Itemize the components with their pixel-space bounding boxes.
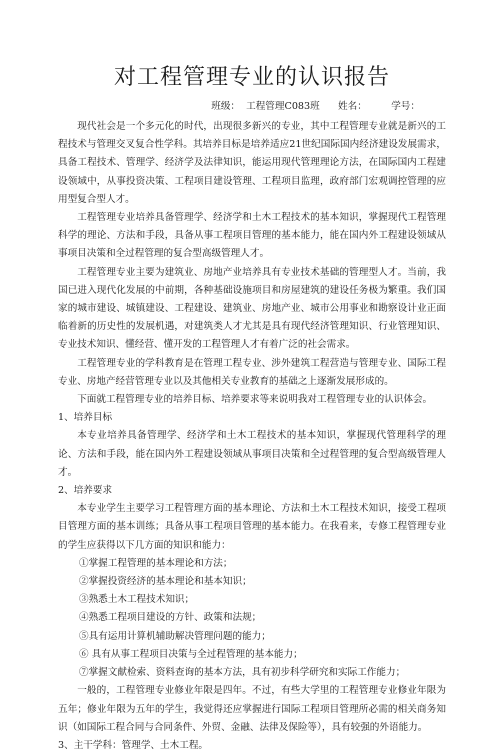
paragraph: 一般的，工程管理专业修业年限是四年。不过，有些大学里的工程管理专业修业年限为五年；修业年限为五年的学生，我觉得还应掌握进行国际工程项目管理所必需的相关商务知识（如国际工程合同与合同条件、外贸、金融、法律及保险等），具有较强的外语能力。 (58, 685, 446, 733)
list-item: ⑦掌握文献检索、资料查询的基本方法，具有初步科学研究和实际工作能力； (79, 667, 406, 679)
paragraph: 工程管理专业主要为建筑业、房地产业培养具有专业技术基础的管理型人才。当前，我国已进入现代化发展的中前期，各种基础设施项目和房屋建筑的建设任务极为繁重。我们国家的城市建设、城镇建设、工程建设、建筑业、房地产业、城市公用事业和勘察设计业正面临着新的历史性的发展机遇，对建筑类人才尤其是具有现代经济管理知识、行业管理知识、专业技术知识、懂经营、懂开发的工程管理人才有着广泛的社会需求。 (58, 266, 446, 351)
paragraph: 下面就工程管理专业的培养目标、培养要求等来说明我对工程管理专业的认识体会。 (77, 394, 433, 406)
list-item: ⑤具有运用计算机辅助解决管理问题的能力； (79, 630, 271, 642)
paragraph: 本专业学生主要学习工程管理方面的基本理论、方法和土木工程技术知识，接受工程项目管理方面的基本训练；具备从事工程项目管理的基本能力。在我看来，专修工程管理专业的学生应获得以下几方面的知识和能力： (58, 503, 446, 551)
section-heading: 3、主干学科：管理学、土木工程。 (58, 739, 209, 751)
list-item: ③熟悉土木工程技术知识； (79, 594, 195, 606)
paragraph: 工程管理专业的学科教育是在管理工程专业、涉外建筑工程营造与管理专业、国际工程专业、房地产经营管理专业以及其他相关专业教育的基础之上逐渐发展形成的。 (58, 357, 446, 387)
document-title: 对工程管理专业的认识报告 (113, 65, 390, 90)
paragraph: 本专业培养具备管理学、经济学和土木工程技术的基本知识，掌握现代管理科学的理论、方法和手段，能在国内外工程建设领域从事项目决策和全过程管理的复合型高级管理人才。 (58, 430, 446, 478)
document-body (58, 118, 446, 755)
section-heading: 1、培养目标 (58, 412, 113, 424)
paragraph: 工程管理专业培养具备管理学、经济学和土木工程技术的基本知识，掌握现代工程管理科学的理论、方法和手段，具备从事工程项目管理的基本能力，能在国内外工程建设领域从事项目决策和全过程管理的复合型高级管理人才。 (58, 212, 446, 260)
list-item: ②掌握投资经济的基本理论和基本知识； (79, 576, 252, 588)
student-info-line: 班级： 工程管理C083班 姓名： 学号： (211, 101, 420, 112)
list-item: ⑥ 具有从事工程项目决策与全过程管理的基本能力； (79, 648, 303, 660)
paragraph: 现代社会是一个多元化的时代，出现很多新兴的专业，其中工程管理专业就是新兴的工程技术与管理交叉复合性学科。其培养目标是培养适应21世纪国际国内经济建设发展需求，具备工程技术、管理学、经济学及法律知识，能运用现代管理理论方法，在国际国内工程建设领域中，从事投资决策、工程项目建设管理、工程项目监理，政府部门宏观调控管理的应用型复合型人才。 (58, 121, 446, 205)
section-heading: 2、培养要求 (58, 485, 113, 497)
list-item: ④熟悉工程项目建设的方针、政策和法规； (79, 612, 262, 624)
list-item: ①掌握工程管理的基本理论和方法； (79, 557, 233, 569)
